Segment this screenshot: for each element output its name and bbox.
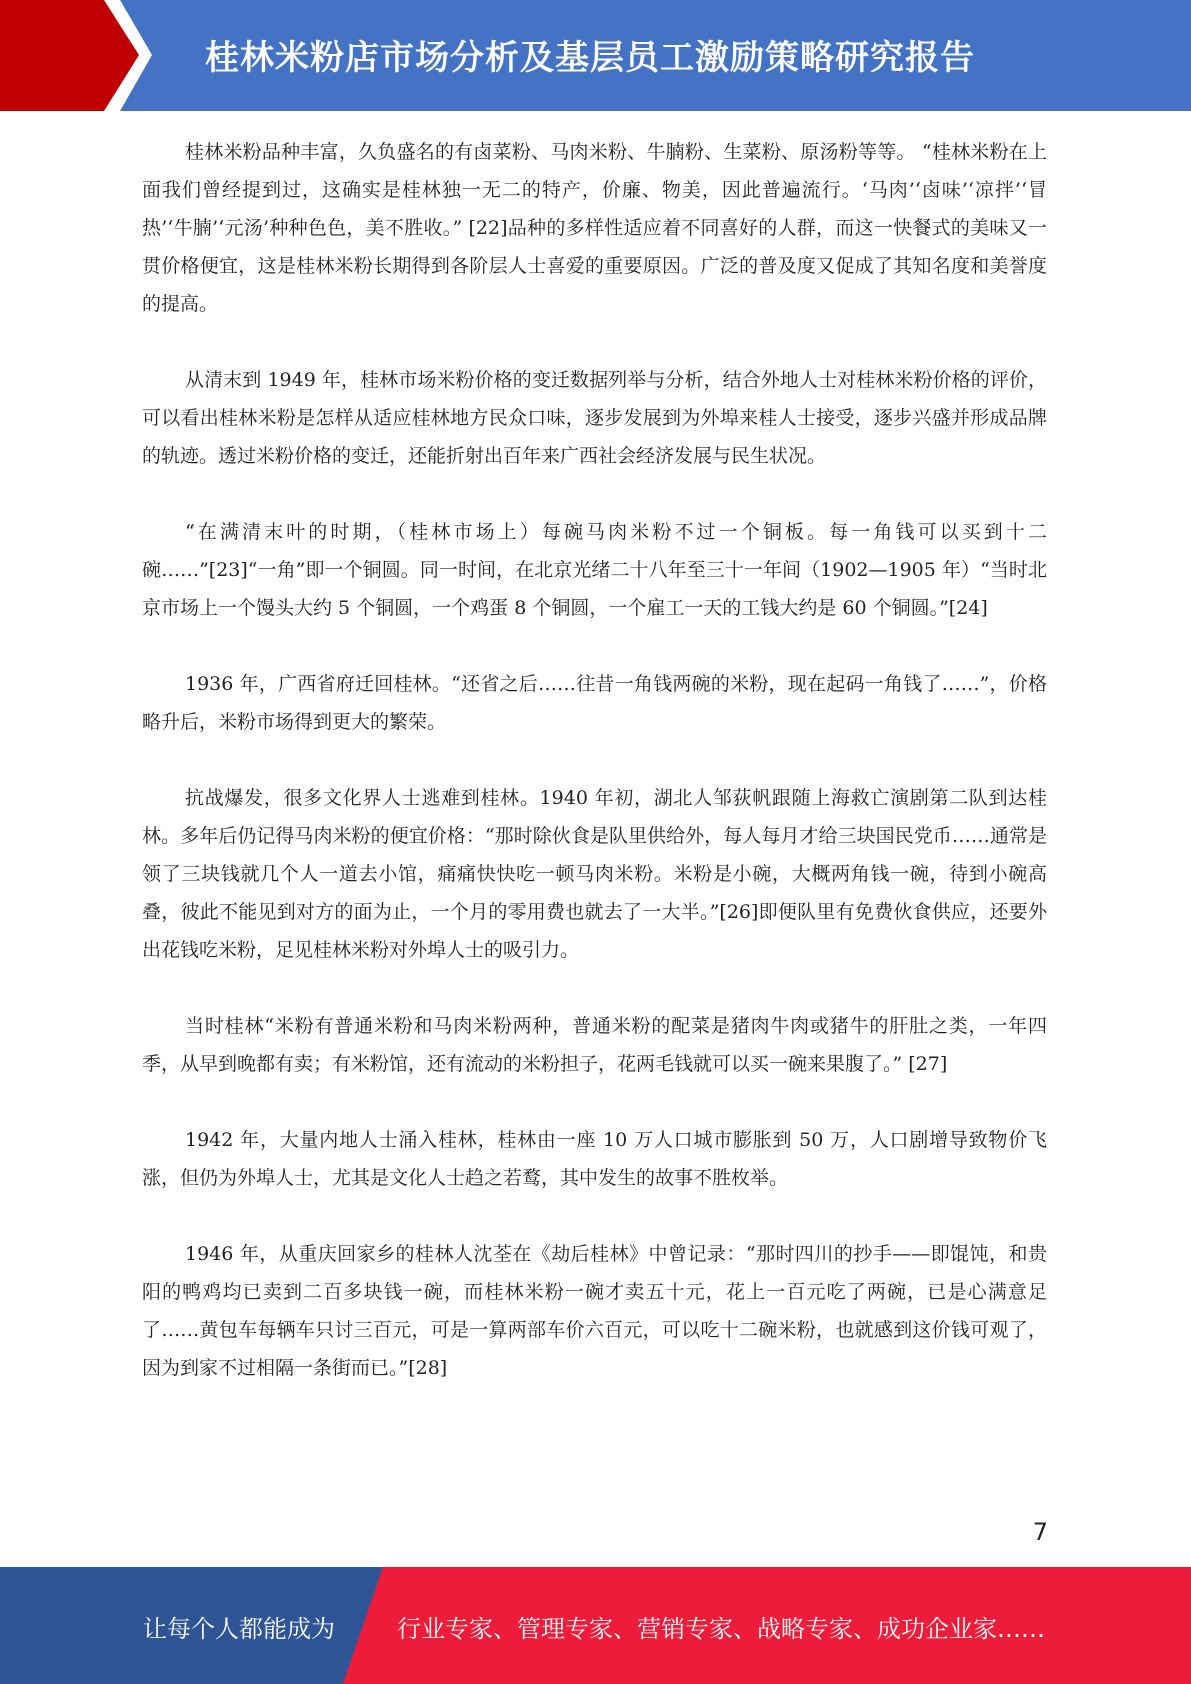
page-header	[0, 0, 1191, 111]
paragraph-2: 从清末到 1949 年，桂林市场米粉价格的变迁数据列举与分析，结合外地人士对桂林米粉价格的评价，可以看出桂林米粉是怎样从适应桂林地方民众口味，逐步发展到为外埠来桂人士接受，逐步兴盛并形成品牌的轨迹。透过米粉价格的变迁，还能折射出百年来广西社会经济发展与民生状况。	[142, 369, 1047, 467]
body-text	[142, 133, 1047, 1425]
paragraph-6: 当时桂林“米粉有普通米粉和马肉米粉两种，普通米粉的配菜是猪肉牛肉或猪牛的肝肚之类，一年四季，从早到晚都有卖；有米粉馆，还有流动的米粉担子，花两毛钱就可以买一碗来果腹了。” [27]	[142, 1015, 1047, 1075]
paragraph-7: 1942 年，大量内地人士涌入桂林，桂林由一座 10 万人口城市膨胀到 50 万，人口剧增导致物价飞涨，但仍为外埠人士，尤其是文化人士趋之若鹜，其中发生的故事不胜枚举。	[142, 1129, 1047, 1189]
paragraph-1: 桂林米粉品种丰富，久负盛名的有卤菜粉、马肉米粉、牛腩粉、生菜粉、原汤粉等等。 “桂林米粉在上面我们曾经提到过，这确实是桂林独一无二的特产，价廉、物美，因此普遍流行。‘马肉’‘卤味’‘凉拌’‘冒热’‘牛腩’‘元汤’种种色色，美不胜收。” [22]品种的多样性适应着不同喜好的人群，而这一快餐式的美味又一贯价格便宜，这是桂林米粉长期得到各阶层人士喜爱的重要原因。广泛的普及度又促成了其知名度和美誉度的提高。	[142, 141, 1047, 315]
page-number: 7	[1032, 1518, 1048, 1546]
footer-slogan-right: 行业专家、管理专家、营销专家、战略专家、成功企业家……	[397, 1615, 1045, 1643]
report-title: 桂林米粉店市场分析及基层员工激励策略研究报告	[205, 38, 975, 78]
page-footer	[0, 1567, 1191, 1684]
paragraph-5: 抗战爆发，很多文化界人士逃难到桂林。1940 年初，湖北人邹荻帆跟随上海救亡演剧第二队到达桂林。多年后仍记得马肉米粉的便宜价格：“那时除伙食是队里供给外，每人每月才给三块国民党币……通常是领了三块钱就几个人一道去小馆，痛痛快快吃一顿马肉米粉。米粉是小碗，大概两角钱一碗，待到小碗高叠，彼此不能见到对方的面为止，一个月的零用费也就去了一大半。”[26]即便队里有免费伙食供应，还要外出花钱吃米粉，足见桂林米粉对外埠人士的吸引力。	[142, 787, 1047, 961]
paragraph-3: “在满清末叶的时期，（桂林市场上）每碗马肉米粉不过一个铜板。每一角钱可以买到十二碗……”[23]“一角”即一个铜圆。同一时间，在北京光绪二十八年至三十一年间（1902—1905 年）“当时北京市场上一个馒头大约 5 个铜圆，一个鸡蛋 8 个铜圆，一个雇工一天的工钱大约是 60 个铜圆。”[24]	[142, 521, 1047, 619]
paragraph-8: 1946 年，从重庆回家乡的桂林人沈荃在《劫后桂林》中曾记录：“那时四川的抄手——即馄饨，和贵阳的鸭鸡均已卖到二百多块钱一碗，而桂林米粉一碗才卖五十元，花上一百元吃了两碗，已是心满意足了……黄包车每辆车只讨三百元，可是一算两部车价六百元，可以吃十二碗米粉，也就感到这价钱可观了，因为到家不过相隔一条街而已。”[28]	[142, 1243, 1047, 1379]
footer-slogan-left: 让每个人都能成为	[143, 1615, 335, 1643]
paragraph-4: 1936 年，广西省府迁回桂林。“还省之后……往昔一角钱两碗的米粉，现在起码一角钱了……”，价格略升后，米粉市场得到更大的繁荣。	[142, 673, 1047, 733]
